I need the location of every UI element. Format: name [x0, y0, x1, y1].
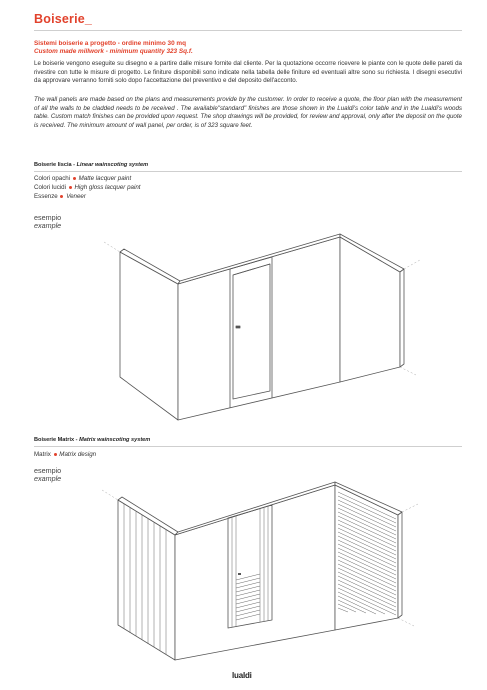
intro-subtitle-it: Sistemi boiserie a progetto - ordine minimo 30 mq	[34, 40, 186, 47]
example-en: example	[34, 221, 62, 231]
bullet-dot-icon	[69, 186, 72, 189]
finish-it: Essenze	[34, 193, 58, 200]
section-matrix-divider	[34, 446, 462, 447]
section-matrix-heading	[34, 437, 150, 443]
finish-en: Veneer	[66, 193, 86, 200]
intro-subtitle-en: Custom made millwork - minimum quantity 323 Sq.f.	[34, 48, 193, 55]
matrix-wainscoting-illustration	[100, 470, 425, 665]
section-liscia-heading-it: Boiserie liscia -	[34, 162, 77, 168]
finish-it: Colori lucidi	[34, 184, 66, 191]
example-it: esempio	[34, 213, 62, 222]
finish-en: Matrix design	[59, 451, 97, 458]
title-divider	[34, 30, 462, 31]
intro-body-it: Le boiserie vengono eseguite su disegno e a partire dalle misure fornite dal cliente. Per la quotazione occorre ricevere le piante con le quote delle pareti da rivestire con tutte le misure di progetto. Le finiture disponibili sono indicate nella tabella delle finiture ed eventuali altre sono su richiesta. I disegni esecutivi da approvare verranno forniti solo dopo l'accettazione del preventivo e del deposito dell'acconto.	[34, 60, 462, 85]
example-it: esempio	[34, 466, 62, 475]
section-matrix-heading-it: Boiserie Matrix -	[34, 437, 80, 443]
finish-line-3	[34, 193, 86, 200]
finish-line-2	[34, 184, 141, 191]
bullet-dot-icon	[60, 195, 63, 198]
brand-logo: lualdi	[232, 671, 252, 680]
example-en: example	[34, 474, 62, 484]
finish-en: Matte lacquer paint	[78, 175, 132, 182]
intro-body-en: The wall panels are made based on the plans and measurements provide by the customer. In order to receive a quote, the floor plan with the measurement of all the walls to be cladded needs to be received . The available"standard" finishes are those shown in the Lualdi's color table and in the Lualdi's woods table. Custom match finishes can be provided upon request. The shop drawings will be provided, for review and approval, only after the deposit on the quote is received. The minimum amount of wall panel, per order, is of 323 square feet.	[34, 96, 462, 129]
finish-it: Colori opachi	[34, 175, 71, 182]
matrix-finish-line	[34, 451, 96, 458]
finish-line-1	[34, 175, 131, 182]
example-label-1	[34, 214, 61, 231]
section-matrix-heading-en: Matrix wainscoting system	[79, 437, 151, 443]
page-title: Boiserie_	[34, 12, 93, 26]
section-liscia-heading	[34, 162, 148, 168]
finish-it: Matrix	[34, 451, 53, 458]
linear-wainscoting-illustration	[100, 212, 425, 422]
finish-en: High gloss lacquer paint	[74, 184, 141, 191]
bullet-dot-icon	[73, 177, 76, 180]
example-label-2	[34, 467, 61, 484]
section-liscia-heading-en: Linear wainscoting system	[76, 162, 149, 168]
section-liscia-divider	[34, 171, 462, 172]
bullet-dot-icon	[54, 453, 57, 456]
